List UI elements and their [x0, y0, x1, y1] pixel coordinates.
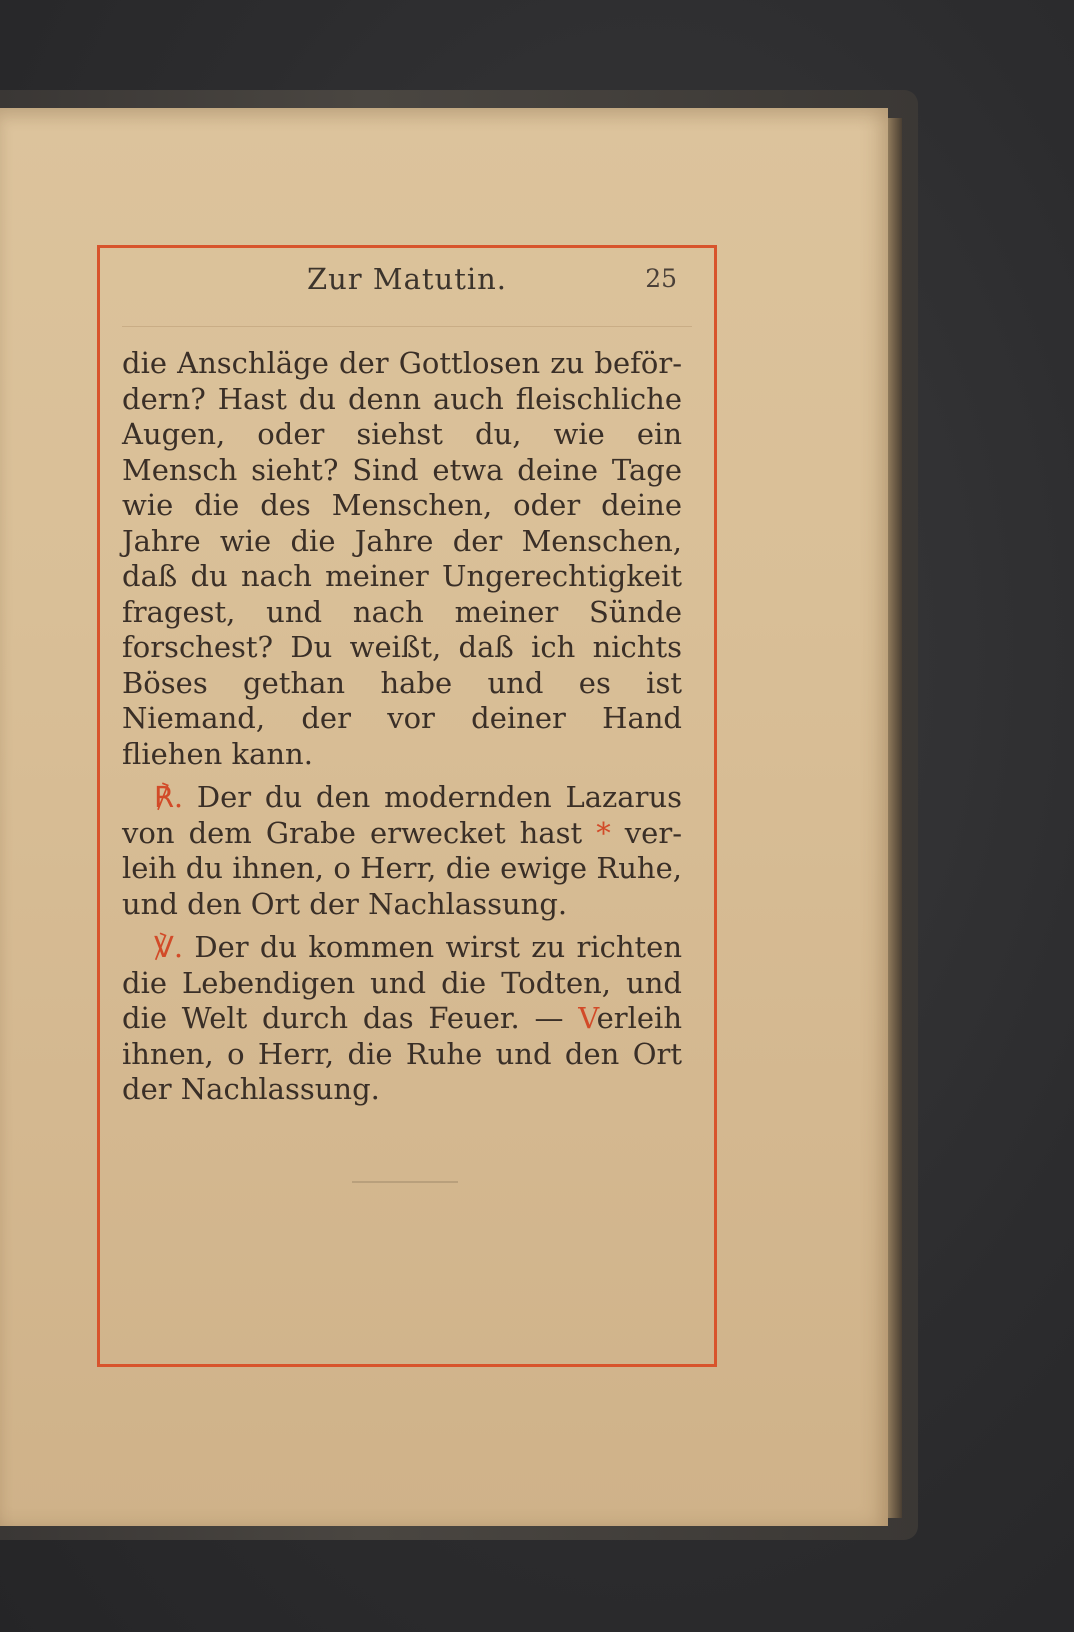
- page-edge: [888, 118, 902, 1518]
- responsory-text-1: Der du den modernden Lazarus von dem Grabe erwecket hast: [122, 780, 683, 850]
- responsory-star: *: [596, 815, 611, 850]
- end-rule: [352, 1181, 458, 1183]
- versicle-symbol: ℣.: [154, 930, 184, 964]
- responsory-symbol: ℟.: [154, 780, 184, 814]
- header-rule: [122, 326, 692, 327]
- page-header: [97, 262, 717, 312]
- versicle-text: Der du kommen wirst zu richten die Lebendigen und die Todten, und die Welt durch das Feuer. —: [122, 930, 683, 1035]
- versicle-red-initial: V: [578, 1001, 597, 1035]
- versicle-paragraph: [122, 930, 682, 1108]
- responsory-text-2: ver-leih du ihnen, o Herr, die ewige Ruhe, und den Ort der Nachlassung.: [122, 815, 683, 921]
- paragraph-psalm: die Anschläge der Gottlosen zu beför-dern? Hast du denn auch fleischliche Augen, oder siehst du, wie ein Mensch sieht? Sind etwa deine Tage wie die des Menschen, oder deine Jahre wie die Jahre der Menschen, daß du nach meiner Ungerechtigkeit fragest, und nach meiner Sünde forschest? Du weißt, daß ich nichts Böses gethan habe und es ist Niemand, der vor deiner Hand fliehen kann.: [122, 346, 682, 771]
- responsory-paragraph: [122, 780, 682, 922]
- body-text: [122, 346, 682, 1108]
- versicle-text-after: erleih ihnen, o Herr, die Ruhe und den Ort der Nachlassung.: [122, 1001, 682, 1106]
- running-title: Zur Matutin.: [306, 262, 508, 296]
- page-number: 25: [645, 264, 677, 293]
